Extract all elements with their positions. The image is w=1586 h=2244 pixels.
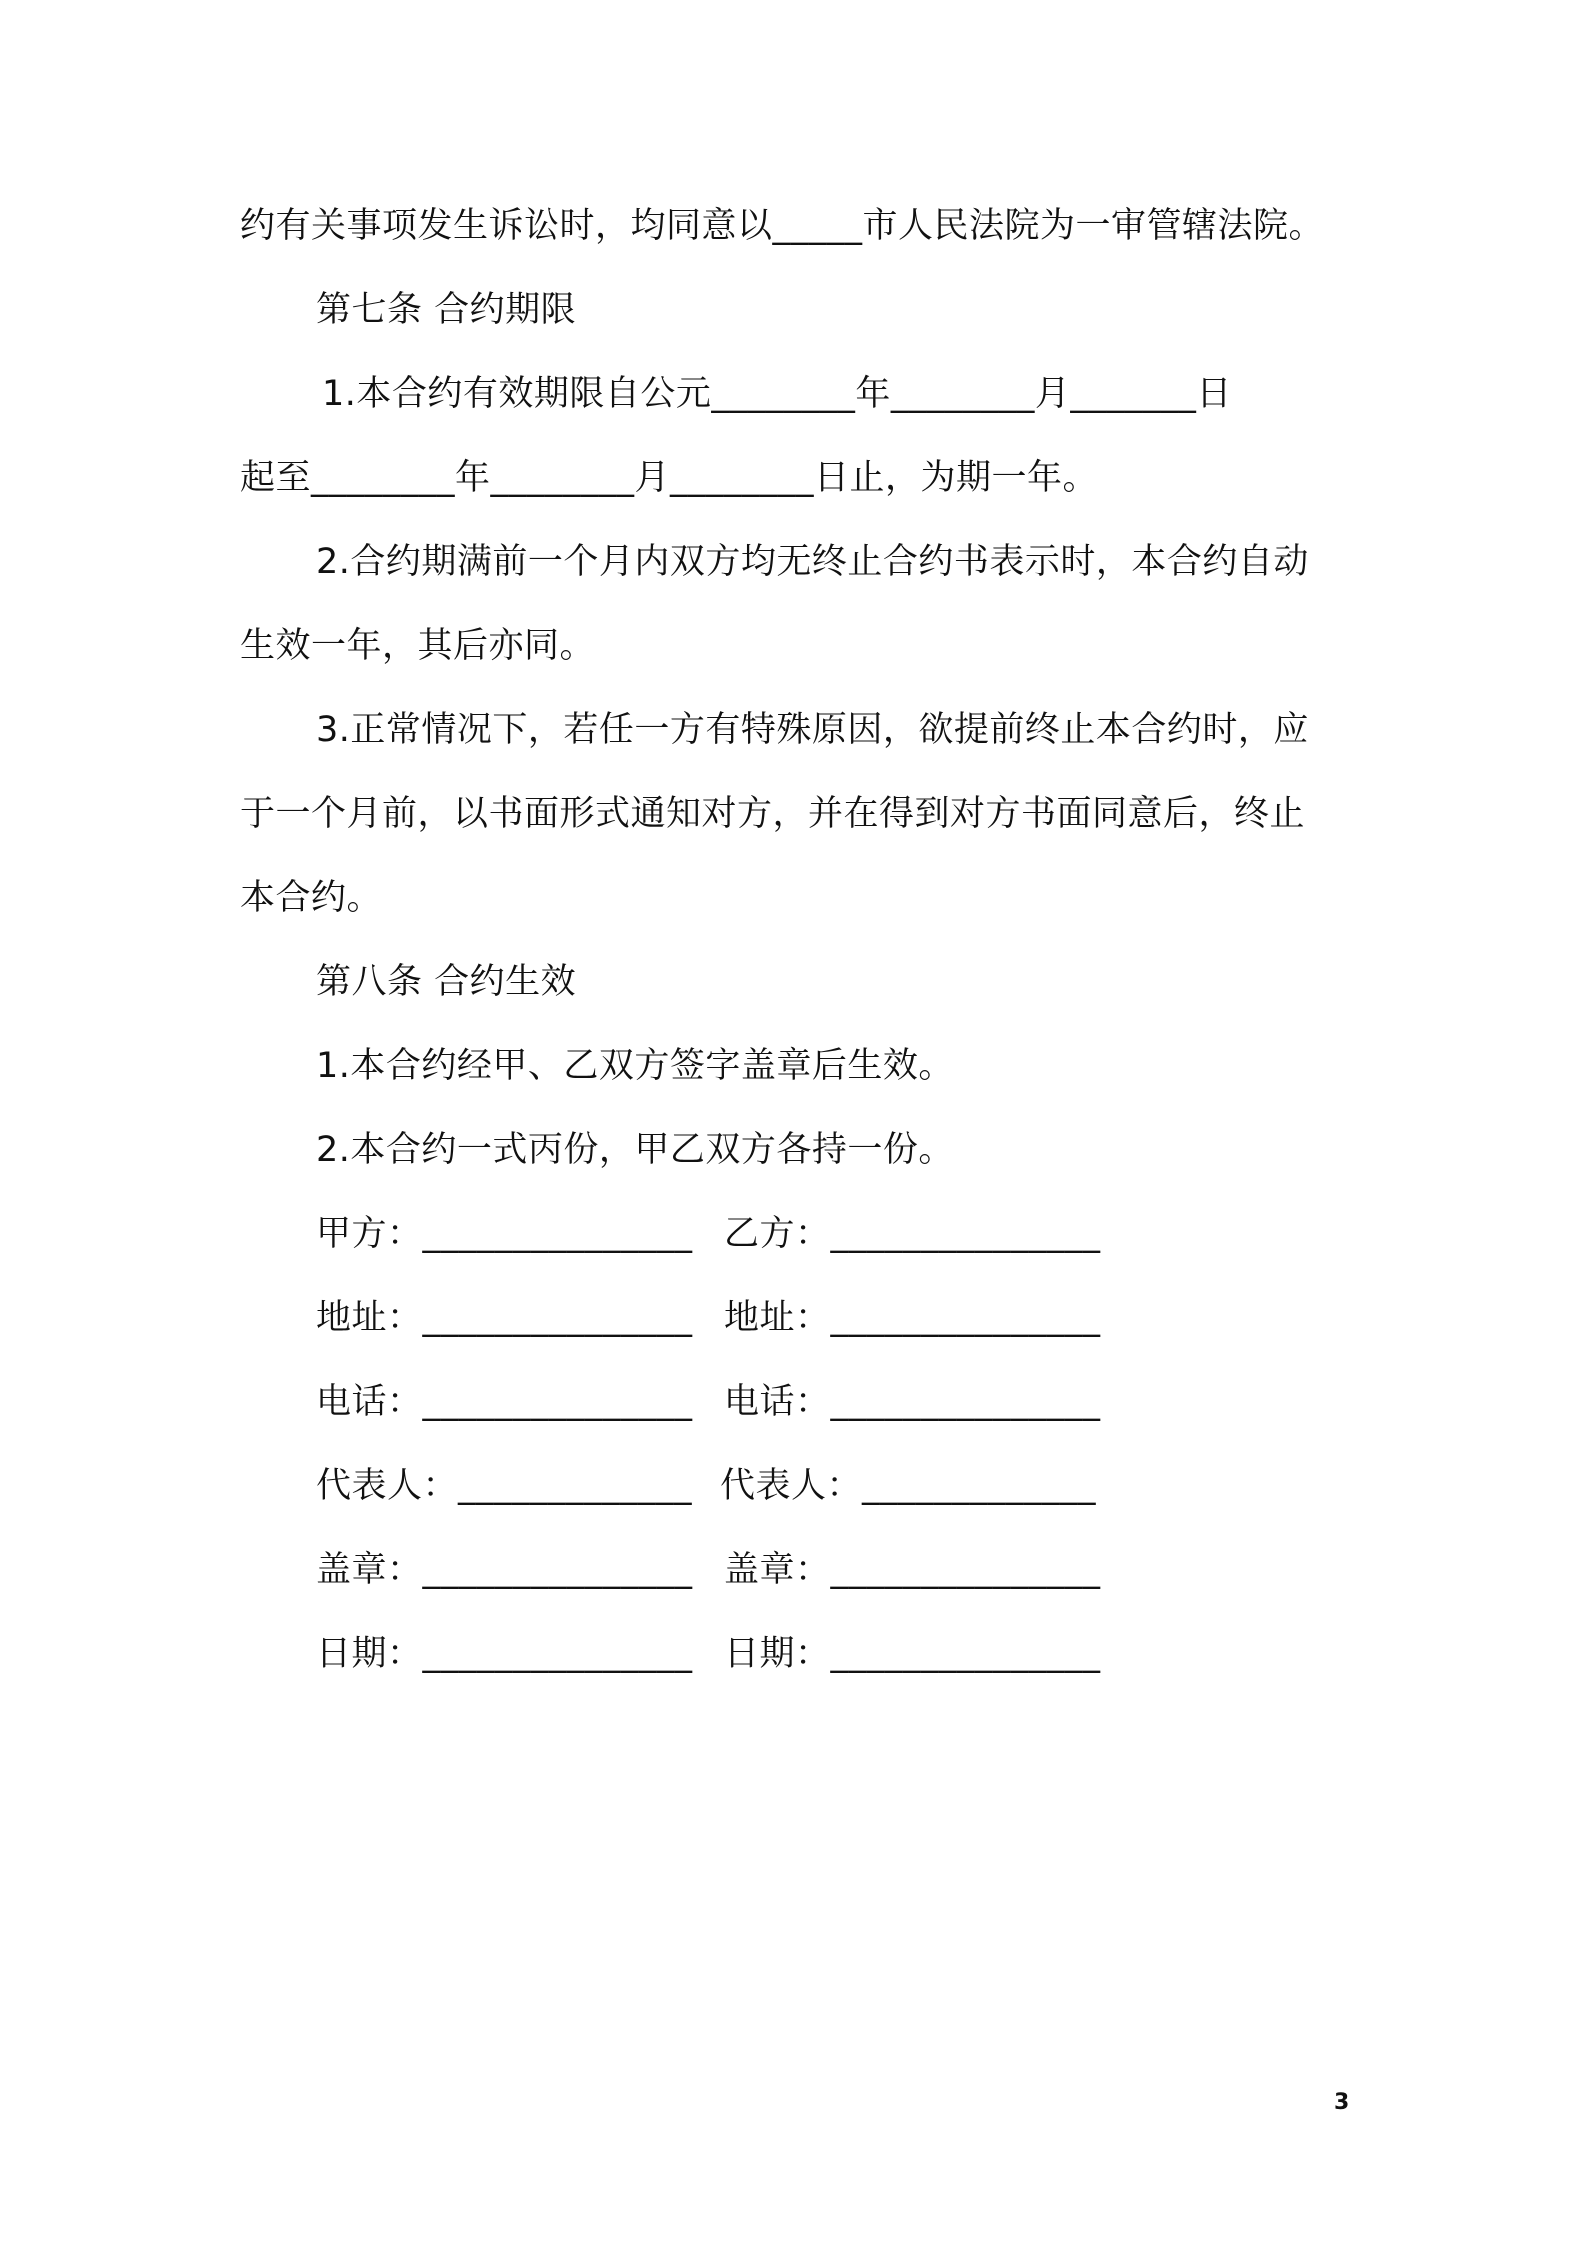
page-number: 3: [1334, 2090, 1350, 2115]
article-heading: 第八条 合约生效: [316, 962, 577, 1002]
text-line: 2.合约期满前一个月内双方均无终止合约书表示时，本合约自动: [316, 542, 1309, 582]
party-b-address-field: 地址：_______________: [724, 1298, 1101, 1338]
text-line: 1.本合约有效期限自公元________年________月_______日: [322, 374, 1232, 414]
party-b-seal-field: 盖章：_______________: [724, 1550, 1101, 1590]
article-heading: 第七条 合约期限: [316, 290, 577, 330]
party-a-representative-field: 代表人：_____________: [316, 1466, 693, 1506]
text-line: 于一个月前，以书面形式通知对方，并在得到对方书面同意后，终止: [240, 794, 1306, 834]
text-line: 2.本合约一式丙份，甲乙双方各持一份。: [316, 1130, 954, 1170]
text-line: 1.本合约经甲、乙双方签字盖章后生效。: [316, 1046, 954, 1086]
party-b-date-field: 日期：_______________: [724, 1634, 1101, 1674]
text-line: 起至________年________月________日止，为期一年。: [240, 458, 1099, 498]
party-b-name-field: 乙方：_______________: [724, 1214, 1101, 1254]
text-line: 生效一年，其后亦同。: [240, 626, 596, 666]
text-line: 3.正常情况下，若任一方有特殊原因，欲提前终止本合约时，应: [316, 710, 1309, 750]
party-a-address-field: 地址：_______________: [316, 1298, 693, 1338]
party-a-name-field: 甲方：_______________: [316, 1214, 693, 1254]
party-a-seal-field: 盖章：_______________: [316, 1550, 693, 1590]
party-a-phone-field: 电话：_______________: [316, 1382, 693, 1422]
party-b-representative-field: 代表人：_____________: [720, 1466, 1097, 1506]
party-b-phone-field: 电话：_______________: [724, 1382, 1101, 1422]
party-a-date-field: 日期：_______________: [316, 1634, 693, 1674]
text-line: 本合约。: [240, 878, 383, 918]
text-line: 约有关事项发生诉讼时，均同意以_____市人民法院为一审管辖法院。: [240, 206, 1325, 246]
